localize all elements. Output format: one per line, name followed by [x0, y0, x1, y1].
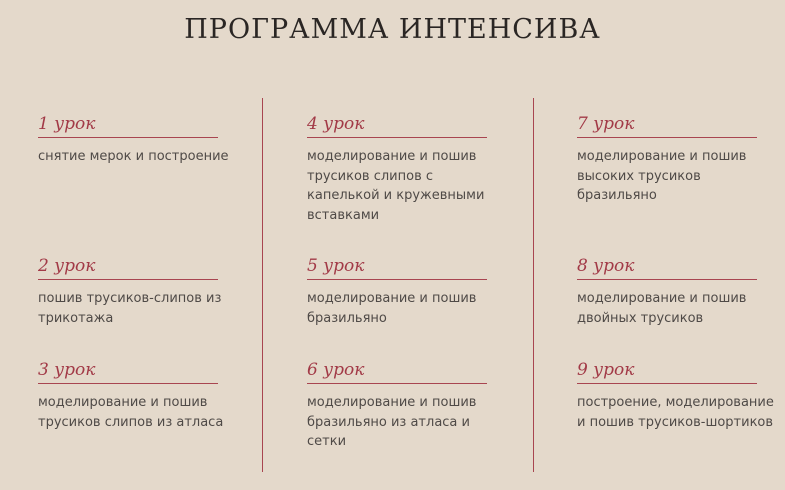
- lesson-heading: 4 урок: [307, 114, 487, 138]
- lesson-9: [577, 360, 777, 432]
- lesson-heading: 5 урок: [307, 256, 487, 280]
- lesson-2: [38, 256, 238, 328]
- lesson-5: [307, 256, 507, 328]
- lesson-1: [38, 114, 238, 167]
- lesson-description: построение, моделирование и пошив трусиков-шортиков: [577, 395, 774, 430]
- lesson-7: [577, 114, 777, 206]
- lesson-description: снятие мерок и построение: [38, 149, 229, 164]
- lesson-heading: 8 урок: [577, 256, 757, 280]
- lesson-description: моделирование и пошив бразильяно: [307, 291, 477, 326]
- lesson-heading: 7 урок: [577, 114, 757, 138]
- lesson-description: моделирование и пошив двойных трусиков: [577, 291, 747, 326]
- lesson-description: моделирование и пошив трусиков слипов из атласа: [38, 395, 224, 430]
- lesson-4: [307, 114, 507, 225]
- column-divider: [533, 98, 534, 472]
- lesson-description: моделирование и пошив трусиков слипов с капелькой и кружевными вставками: [307, 149, 485, 223]
- lesson-6: [307, 360, 507, 452]
- lesson-description: пошив трусиков-слипов из трикотажа: [38, 291, 222, 326]
- lesson-description: моделирование и пошив высоких трусиков бразильяно: [577, 149, 747, 203]
- page-title: ПРОГРАММА ИНТЕНСИВА: [184, 14, 601, 45]
- lesson-8: [577, 256, 777, 328]
- lesson-heading: 3 урок: [38, 360, 218, 384]
- lesson-heading: 9 урок: [577, 360, 757, 384]
- lesson-heading: 2 урок: [38, 256, 218, 280]
- lesson-heading: 6 урок: [307, 360, 487, 384]
- lesson-3: [38, 360, 238, 432]
- lesson-heading: 1 урок: [38, 114, 218, 138]
- lesson-description: моделирование и пошив бразильяно из атласа и сетки: [307, 395, 477, 449]
- column-divider: [262, 98, 263, 472]
